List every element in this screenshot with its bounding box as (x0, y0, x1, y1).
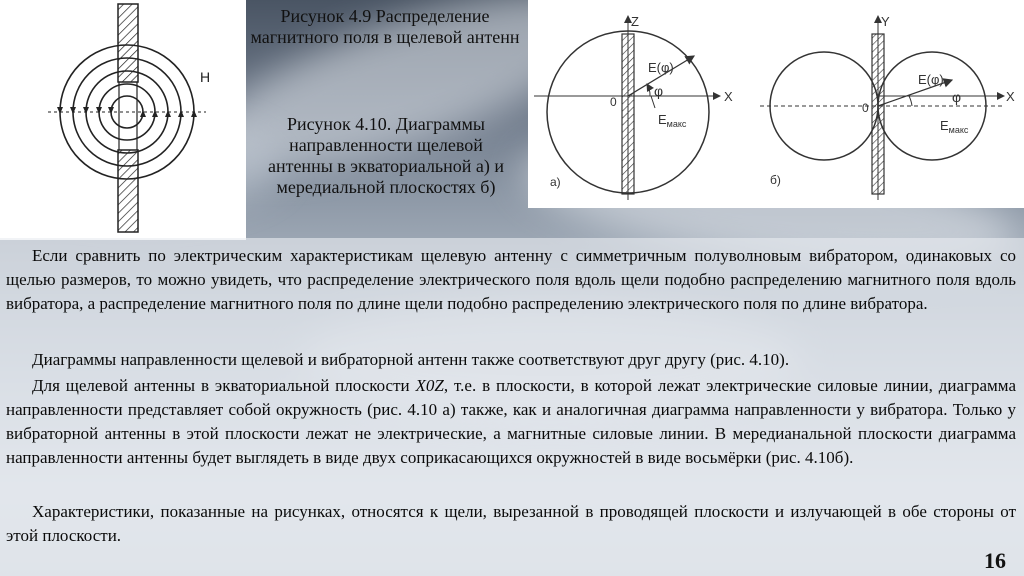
pattern-b (760, 14, 1015, 200)
axis-y-label: Y (881, 14, 890, 29)
magnetic-field-label: H (200, 69, 211, 85)
phi-label: φ (654, 83, 664, 99)
paragraph-4: Характеристики, показанные на рисунках, относятся к щели, вырезанной в проводящей плоскости и излучающей в обе стороны от этой плоскости. (6, 502, 1016, 545)
page-number: 16 (984, 548, 1006, 573)
axis-x-label-b: X (1006, 89, 1015, 104)
paragraph-3-part-a: Для щелевой антенны в экваториальной плоскости (32, 376, 416, 395)
slot-magnetic-field-diagram (0, 0, 246, 240)
figure-4-10 (528, 0, 1024, 208)
panel-b-label: б) (770, 173, 781, 187)
figure-4-9-caption: Рисунок 4.9 Распределение магнитного поля в щелевой антенн (250, 6, 520, 47)
e-phi-label: E(φ) (648, 60, 674, 75)
e-max-label-b: $E_{макс}$ (940, 118, 969, 135)
e-max-label: $E_{макс}$ (658, 112, 687, 129)
pattern-a (534, 14, 733, 200)
plane-x0z: X0Z (415, 376, 444, 395)
axis-x-label: X (724, 89, 733, 104)
paragraph-2: Диаграммы направленности щелевой и вибраторной антенн также соответствуют друг другу (рис. 4.10). (32, 350, 790, 369)
figure-4-9 (0, 0, 246, 240)
axis-z-label: Z (631, 14, 639, 29)
paragraph-3-part-b: , т.е. в плоскости, в которой лежат электрические силовые линии, диаграмма направленности представляет собой окружность (рис. 4.10 а) также, как и аналогичная диаграмма направленности у вибратора. Только у вибраторной антенны в этой плоскости лежат не электрические, а магнитные силовые линии. В мередианальной плоскости диаграмма направленности антенны будет выглядеть в виде двух соприкасающихся окружностей в виде восьмёрки (рис. 4.10б). (6, 376, 1016, 467)
origin-label-b: 0 (862, 101, 869, 115)
paragraph-1: Если сравнить по электрическим характеристикам щелевую антенну с симметричным полуволновым вибратором, одинаковых со щелью размеров, то можно увидеть, что распределение электрического поля вдоль щели подобно распределению магнитного поля вдоль вибратора, а распределение магнитного поля по длине щели подобно распределению электрического поля по длине вибратора. (6, 246, 1016, 313)
e-phi-label-b: E(φ) (918, 72, 944, 87)
panel-a-label: а) (550, 175, 561, 189)
figure-4-10-caption: Рисунок 4.10. Диаграммы направленности щелевой антенны в экваториальной а) и мередиальной плоскостях б) (267, 114, 505, 197)
phi-label-b: φ (952, 89, 962, 105)
radiation-patterns-diagram (528, 0, 1024, 208)
paragraph-3 (6, 374, 1016, 470)
origin-label: 0 (610, 95, 617, 109)
